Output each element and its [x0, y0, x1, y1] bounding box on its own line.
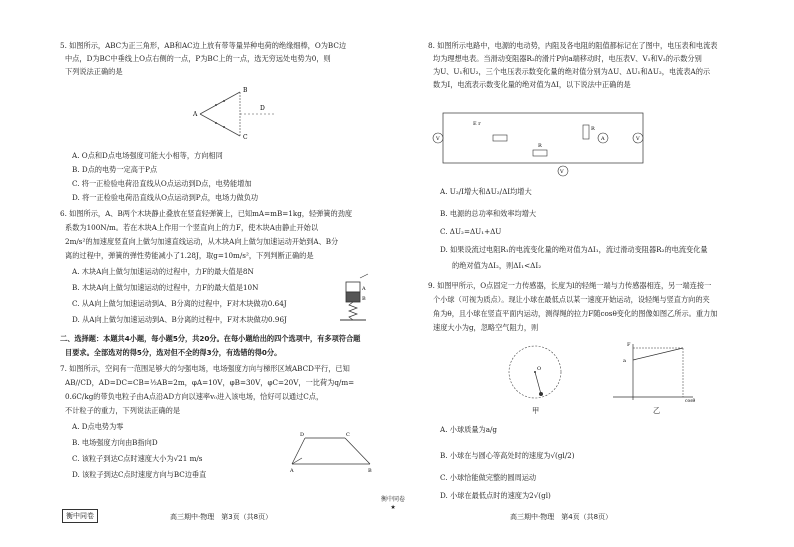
q6-stem-line3: 2m/s²的加速度竖直向上做匀加速直线运动，从木块A向上做匀加速运动开始到A、B分 — [65, 237, 339, 246]
q8-stem-line2: 均为理想电表。当滑动变阻器R₂的滑片P向a端移动时，电压表V、V₁和V₂的示数分别 — [433, 54, 702, 63]
q6-option-a: A. 木块A向上做匀加速运动的过程中，力F的最大值是8N — [72, 267, 254, 276]
svg-text:V: V — [560, 169, 564, 175]
q7-stem-line4: 不计粒子的重力，下列说法正确的是 — [65, 406, 181, 415]
q7-option-d: D. 该粒子到达C点时速度方向与BC边垂直 — [72, 470, 207, 479]
svg-text:B: B — [243, 87, 248, 94]
q7-option-a: A. D点电势为零 — [72, 422, 124, 431]
q9-stem-line4: 速度大小为g，忽略空气阻力，则 — [433, 323, 539, 332]
q9-label-yi: 乙 — [653, 406, 661, 415]
svg-text:E r: E r — [473, 121, 481, 127]
left-page-footer: 高三期中·物理 第3页（共8页） — [170, 513, 273, 521]
q7-option-c: C. 该粒子到达C点时速度大小为√21 m/s — [72, 454, 203, 463]
q9-figure-jia — [503, 342, 573, 402]
q6-option-d: D. 从A向上做匀加速运动到A、B分离的过程中，F对木块做功0.96J — [72, 315, 287, 324]
left-page — [60, 0, 390, 547]
q9-label-jia: 甲 — [532, 406, 540, 415]
q5-stem-line3: 下列说法正确的是 — [65, 67, 123, 76]
q6-option-b: B. 木块A向上做匀加速运动的过程中，力F的最大值是10N — [72, 283, 259, 292]
section2-heading-line2: 目要求。全部选对的得5分，选对但不全的得3分，有选错的得0分。 — [65, 348, 282, 357]
svg-text:R: R — [591, 126, 595, 132]
q5-option-d: D. 将一正检验电荷沿直线从O点运动到P点，电场力做负功 — [72, 193, 259, 202]
svg-text:A: A — [362, 286, 366, 292]
q9-figure-yi-graph — [603, 342, 698, 404]
svg-text:A: A — [193, 111, 198, 118]
q5-option-a: A. O点和D点电场强度可能大小相等，方向相同 — [72, 151, 223, 160]
q8-stem-line4: 数为I，电流表示数变化量的绝对值为ΔI，以下说法中正确的是 — [433, 80, 631, 89]
svg-text:O: O — [537, 366, 542, 372]
svg-text:V: V — [636, 136, 640, 142]
q8-option-b: B. 电源的总功率和效率均增大 — [440, 209, 537, 218]
q9-option-b: B. 小球在与圆心等高处时的速度为√(gl/2) — [440, 451, 575, 460]
svg-text:A: A — [601, 136, 605, 142]
svg-text:D: D — [260, 105, 265, 112]
brand-badge: 衡中同卷 — [62, 509, 98, 523]
q7-stem-line2: AB//CD，AD=DC=CB=½AB=2m，φA=10V，φB=30V，φC=20V，一比荷为q/m= — [65, 378, 355, 387]
seal-star: ★ — [390, 504, 396, 511]
q7-stem-line1: 7. 如图所示，空间有一范围足够大的匀强电场，电场强度方向与梯形区域ABCD平行，已知 — [60, 364, 350, 373]
svg-text:a: a — [623, 358, 626, 364]
q7-trapezoid-figure — [290, 430, 390, 475]
svg-text:A: A — [290, 468, 294, 474]
q5-option-c: C. 将一正检验电荷沿直线从O点运动到D点，电势能增加 — [72, 179, 252, 188]
q5-triangle-figure — [160, 82, 340, 142]
right-page — [428, 0, 763, 547]
svg-text:C: C — [346, 432, 350, 438]
q8-option-c: C. ΔU₂=ΔU₁+ΔU — [440, 227, 502, 236]
q7-option-b: B. 电场强度方向由B指向D — [72, 438, 158, 447]
q9-stem-line3: 角为θ，且小球在竖直平面内运动，测得绳的拉力F随cosθ变化的图像如图乙所示。重力加 — [433, 309, 718, 318]
q8-stem-line1: 8. 如图所示电路中，电源的电动势，内阻及各电阻的阻值都标记在了图中，电压表和电流表 — [428, 41, 718, 50]
seal-text: 衡中同卷 — [381, 496, 406, 503]
q6-option-c: C. 从A向上做匀加速运动到A、B分离的过程中，F对木块做功0.64J — [72, 299, 287, 308]
svg-text:B: B — [362, 296, 366, 302]
right-page-footer: 高三期中·物理 第4页（共8页） — [510, 513, 613, 521]
q6-stem-line1: 6. 如图所示，A、B两个木块静止叠放在竖直轻弹簧上，已知mA=mB=1kg，轻弹簧的劲度 — [60, 209, 353, 218]
q7-stem-line3: 0.6C/kg的带负电粒子由A点沿AD方向以速率v₀进入该电场，恰好可以通过C点， — [65, 392, 324, 401]
q6-spring-blocks-figure — [338, 272, 378, 330]
svg-text:V: V — [436, 136, 440, 142]
q6-stem-line4: 离的过程中，弹簧的弹性势能减小了1.28J，取g=10m/s²，下列判断正确的是 — [65, 251, 314, 260]
q6-stem-line2: 系数为100N/m。若在木块A上作用一个竖直向上的力F，使木块A由静止开始以 — [65, 223, 319, 232]
q8-stem-line3: 为U、U₁和U₂，三个电压表示数变化量的绝对值分别为ΔU、ΔU₁和ΔU₂，电流表A的示 — [433, 67, 711, 76]
q9-option-c: C. 小球恰能做完整的圆周运动 — [440, 473, 537, 482]
q9-option-d: D. 小球在最低点时的速度为2√(gl) — [440, 491, 551, 500]
svg-text:B: B — [368, 468, 372, 474]
q8-option-d-line1: D. 如果设流过电阻R₁的电流变化量的绝对值为ΔI₁，流过滑动变阻器R₂的电流变化量 — [440, 245, 708, 254]
q8-circuit-figure — [433, 95, 653, 180]
q9-option-a: A. 小球质量为a/g — [440, 425, 498, 434]
q5-stem-line1: 5. 如图所示，ABC为正三角形，AB和AC边上放有带等量异种电荷的绝缘细棒，O为BC边 — [60, 41, 347, 50]
center-seal — [381, 496, 405, 512]
svg-text:F: F — [627, 342, 631, 348]
q8-option-a: A. U₂/I增大和ΔU₂/ΔI均增大 — [440, 187, 532, 196]
svg-text:cosθ: cosθ — [685, 399, 696, 404]
q5-stem-line2: 中点，D为BC中垂线上O点右侧的一点，P为BC上的一点，选无穷远处电势为0，则 — [65, 54, 331, 63]
svg-text:D: D — [300, 432, 305, 438]
q5-option-b: B. D点的电势一定高于P点 — [72, 165, 158, 174]
q9-stem-line1: 9. 如图甲所示，O点固定一力传感器，长度为l的轻绳一端与力传感器相连，另一端连接一 — [428, 281, 712, 290]
q8-option-d-line2: 的绝对值为ΔI₂，则ΔI₁<ΔI₂ — [452, 261, 542, 270]
section2-heading-line1: 二、选择题：本题共4小题，每小题5分，共20分。在每小题给出的四个选项中，有多项符合题 — [60, 334, 361, 343]
svg-text:C: C — [243, 134, 248, 141]
svg-text:R: R — [538, 143, 542, 149]
q9-stem-line2: 个小球（可视为质点）。现让小球在最低点以某一速度开始运动，设轻绳与竖直方向的夹 — [433, 295, 710, 304]
